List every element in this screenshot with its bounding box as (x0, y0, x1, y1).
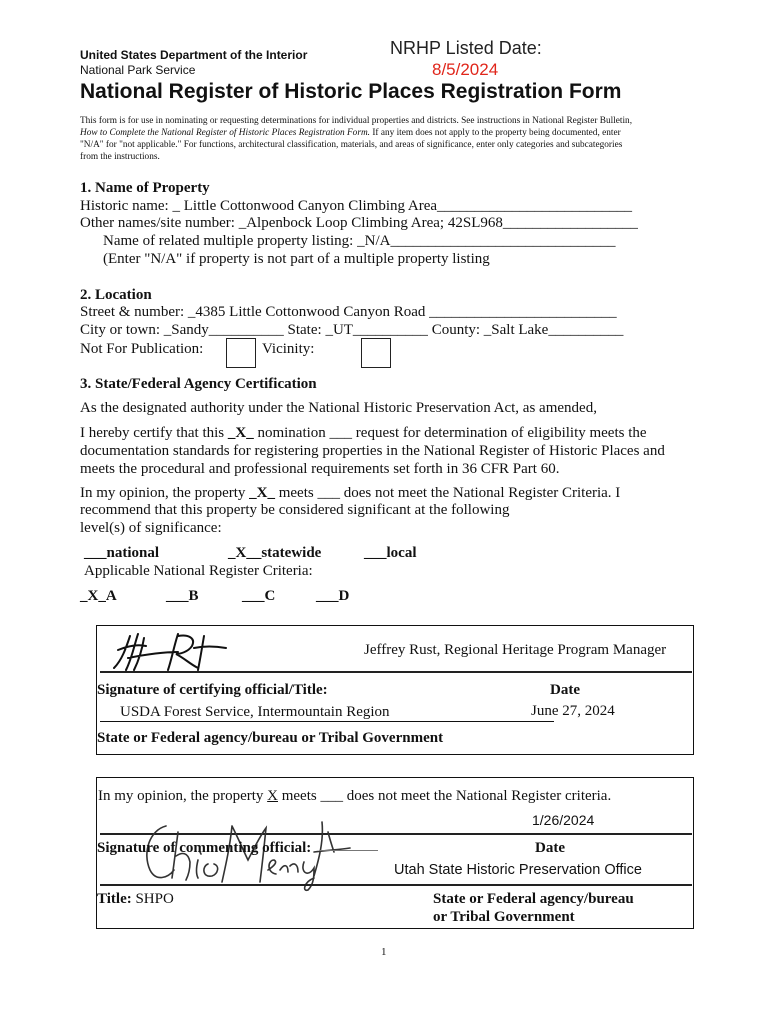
certifying-signature-label: Signature of certifying official/Title: (97, 682, 328, 698)
section1-heading: 1. Name of Property (80, 180, 210, 196)
section2-heading: 2. Location (80, 287, 152, 303)
commenting-signature-label: Signature of commenting official: (97, 840, 312, 856)
commenting-title: Title: SHPO (97, 891, 174, 907)
certifying-signature-line (100, 671, 692, 673)
commenting-bottom-rule (100, 884, 692, 886)
commenting-agency-label-2: or Tribal Government (433, 909, 575, 925)
certifying-official-name: Jeffrey Rust, Regional Heritage Program Manager (364, 642, 667, 658)
commenting-title-value: SHPO (135, 891, 174, 907)
other-names-value[interactable]: _Alpenbock Loop Climbing Area; 42SL968__________________ (238, 215, 638, 231)
related-listing-row: Name of related multiple property listing: _N/A______________________________ (103, 233, 616, 249)
opinion-line-2: recommend that this property be considered significant at the following (80, 502, 510, 518)
criteria-a[interactable]: _X_A (80, 588, 117, 604)
level-national[interactable]: ___national (84, 545, 160, 561)
certifying-date-value: June 27, 2024 (531, 703, 615, 719)
certify-line-1: I hereby certify that this _X_ nomination ___ request for determination of eligibility meets the (80, 425, 647, 441)
historic-name-row: Historic name: _ Little Cottonwood Canyon Climbing Area__________________________ (80, 198, 633, 214)
department-name: United States Department of the Interior (80, 48, 308, 62)
criteria-c[interactable]: ___C (242, 588, 276, 604)
instructions-line-4: from the instructions. (80, 152, 160, 162)
opinion-line-3: level(s) of significance: (80, 520, 222, 536)
certify-line-2: documentation standards for registering properties in the National Register of Historic Places and (80, 443, 665, 459)
commenting-meets-mark[interactable]: X (267, 788, 278, 804)
listed-date-label: NRHP Listed Date: (390, 38, 542, 58)
certifying-agency-label: State or Federal agency/bureau or Tribal Government (97, 730, 444, 746)
service-name: National Park Service (80, 63, 196, 77)
commenting-opinion: In my opinion, the property X meets ___ does not meet the National Register criteria. (98, 788, 612, 804)
criteria-label: Applicable National Register Criteria: (84, 563, 313, 579)
street-value[interactable]: _4385 Little Cottonwood Canyon Road _________________________ (187, 304, 617, 320)
city-value[interactable]: _Sandy__________ (163, 322, 284, 338)
instructions-line-2: How to Complete the National Register of Historic Places Registration Form. If any item does not apply to the property being documented, enter (80, 128, 621, 138)
commenting-signature-line (320, 850, 378, 851)
not-for-publication-checkbox[interactable] (226, 338, 256, 368)
historic-name-value[interactable]: _ Little Cottonwood Canyon Climbing Area__________________________ (172, 198, 633, 214)
instructions-line-1: This form is for use in nominating or requesting determinations for individual properties and districts. See instructions in National Register Bulletin, (80, 116, 633, 126)
form-title: National Register of Historic Places Registration Form (80, 80, 622, 103)
meets-mark[interactable]: _X_ (249, 485, 275, 501)
vicinity-label: Vicinity: (262, 341, 315, 357)
state-value[interactable]: _UT__________ (325, 322, 428, 338)
multiple-listing-note: (Enter "N/A" if property is not part of a multiple property listing (103, 251, 490, 267)
certifying-signature-image (108, 628, 238, 674)
other-names-row: Other names/site number: _Alpenbock Loop Climbing Area; 42SL968__________________ (80, 215, 638, 231)
street-row: Street & number: _4385 Little Cottonwood Canyon Road _________________________ (80, 304, 617, 320)
city-state-county-row: City or town: _Sandy__________ State: _UT__________ County: _Salt Lake__________ (80, 322, 624, 338)
certifying-agency-value: USDA Forest Service, Intermountain Region (120, 704, 390, 720)
nomination-mark[interactable]: _X_ (227, 425, 254, 441)
listed-date-value: 8/5/2024 (432, 60, 499, 79)
commenting-date-label: Date (535, 840, 565, 856)
opinion-line-1: In my opinion, the property _X_ meets ___ does not meet the National Register Criteria. I (80, 485, 621, 501)
level-local[interactable]: ___local (364, 545, 417, 561)
criteria-b[interactable]: ___B (166, 588, 199, 604)
related-listing-value[interactable]: _N/A______________________________ (357, 233, 616, 249)
vicinity-checkbox[interactable] (361, 338, 391, 368)
certify-line-3: meets the procedural and professional requirements set forth in 36 CFR Part 60. (80, 461, 560, 477)
county-value[interactable]: _Salt Lake__________ (483, 322, 624, 338)
section3-heading: 3. State/Federal Agency Certification (80, 376, 317, 392)
commenting-office: Utah State Historic Preservation Office (394, 862, 642, 878)
agency-underline (100, 721, 554, 722)
commenting-agency-label-1: State or Federal agency/bureau (433, 891, 634, 907)
certifying-date-label: Date (550, 682, 580, 698)
not-for-publication-label: Not For Publication: (80, 341, 204, 357)
criteria-d[interactable]: ___D (316, 588, 350, 604)
level-statewide[interactable]: _X__statewide (228, 545, 322, 561)
instructions-line-3: "N/A" for "not applicable." For functions, architectural classification, materials, and areas of significance, enter only categories and subcategories (80, 140, 623, 150)
authority-statement: As the designated authority under the National Historic Preservation Act, as amended, (80, 400, 597, 416)
page-number: 1 (381, 946, 387, 958)
commenting-date-value: 1/26/2024 (532, 812, 595, 828)
